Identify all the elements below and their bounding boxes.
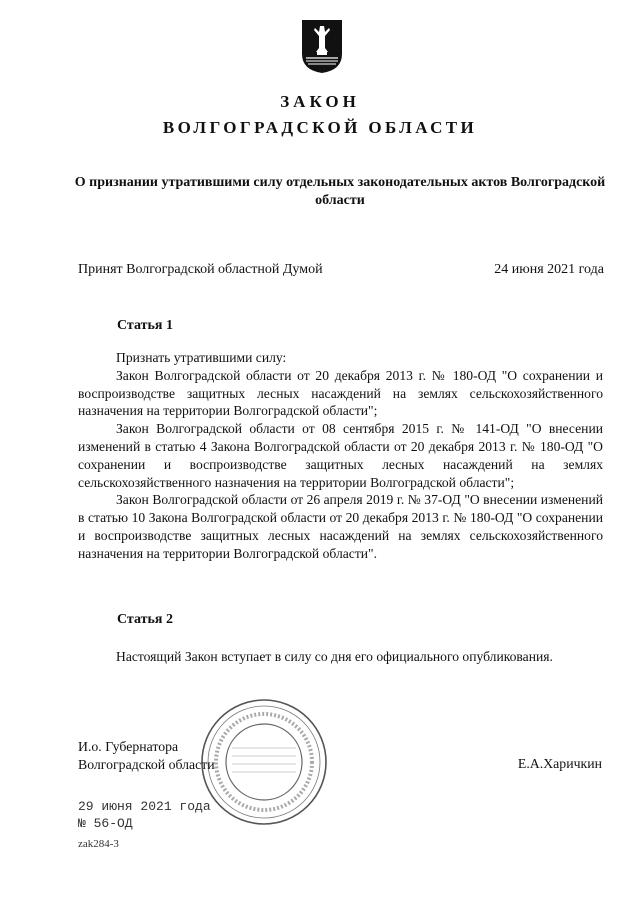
position-line: Волгоградской области	[78, 757, 215, 772]
signing-date: 29 июня 2021 года	[78, 799, 211, 814]
article-1-item: Закон Волгоградской области от 20 декабря 2013 г. № 180-ОД "О сохранении и воспроизводстве защитных лесных насаждений на землях сельскохозяйственного назначения на территории Волгоградской области";	[78, 367, 603, 419]
adopted-by: Принят Волгоградской областной Думой	[78, 262, 323, 277]
article-1-intro: Признать утратившими силу:	[116, 350, 287, 365]
position-line: И.о. Губернатора	[78, 739, 179, 754]
law-number: № 56-ОД	[78, 816, 133, 831]
signatory-position	[78, 738, 215, 774]
article-2-text: Настоящий Закон вступает в силу со дня его официального опубликования.	[116, 649, 553, 664]
adoption-date: 24 июня 2021 года	[494, 262, 604, 277]
article-2-body	[78, 648, 603, 666]
region-title: ВОЛГОГРАДСКОЙ ОБЛАСТИ	[162, 118, 478, 137]
signing-block	[78, 798, 211, 832]
article-1-heading: Статья 1	[117, 318, 173, 333]
document-type-title: ЗАКОН	[280, 92, 360, 111]
law-subtitle: О признании утратившими силу отдельных законодательных актов Волгоградской области	[74, 175, 606, 208]
document-reference: zak284-3	[78, 838, 119, 850]
article-1-item: Закон Волгоградской области от 08 сентября 2015 г. № 141-ОД "О внесении изменений в статью 4 Закона Волгоградской области от 20 декабря 2013 г. № 180-ОД "О сохранении и воспроизводстве защитных лесных насаждений на землях сельскохозяйственного назначения на территории Волгоградской области";	[78, 421, 603, 490]
seal-stamp-icon	[198, 696, 330, 828]
article-1-body	[78, 349, 603, 563]
coat-of-arms-icon	[300, 18, 344, 74]
article-2-heading: Статья 2	[117, 612, 173, 627]
article-1-item: Закон Волгоградской области от 26 апреля 2019 г. № 37-ОД "О внесении изменений в статью 10 Закона Волгоградской области от 20 декабря 2013 г. № 180-ОД "О сохранении и воспроизводстве защитных лесных насаждений на землях сельскохозяйственного назначения на территории Волгоградской области".	[78, 492, 603, 561]
signatory-name: Е.А.Харичкин	[517, 756, 602, 771]
